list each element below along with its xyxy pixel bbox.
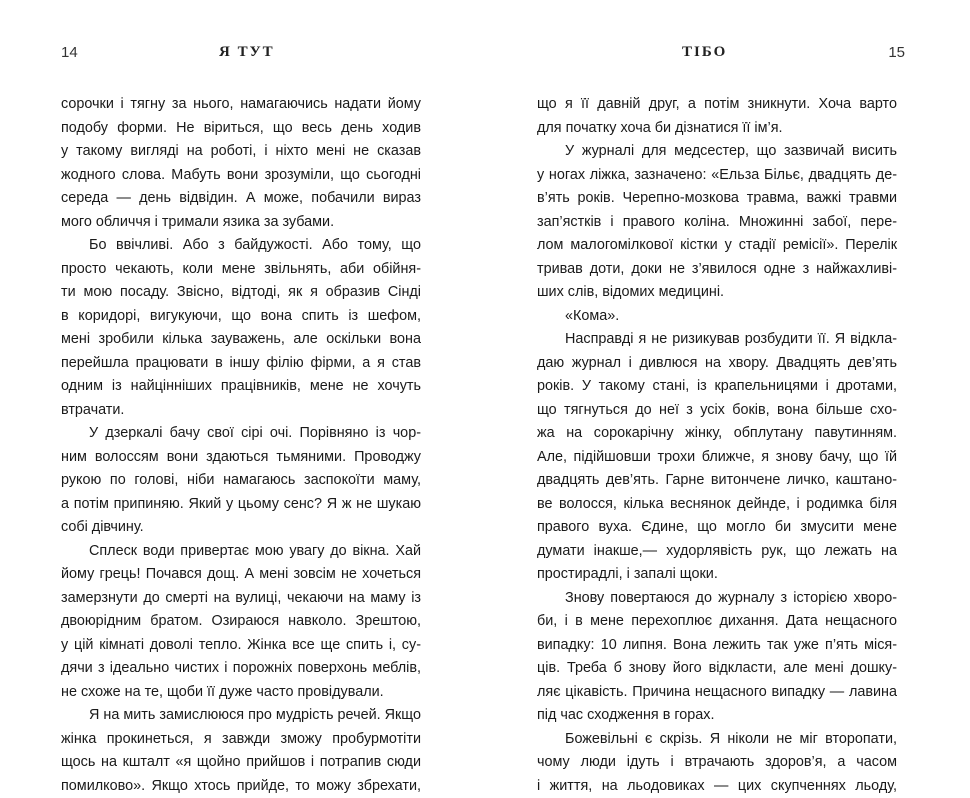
page-body-text (61, 93, 421, 798)
text-line: для початку хоча би дізнатися її ім’я. (537, 117, 897, 141)
text-line: чому люди ідуть і втрачають здоров’я, а часом (537, 751, 897, 775)
text-line: років. У такому стані, із крапельницями і дротами, (537, 375, 897, 399)
text-line: Я на мить замислююся про мудрість речей. Якщо (61, 704, 421, 728)
right-page (485, 0, 970, 746)
text-line: одним із найцінніших працівників, мене не хочуть (61, 375, 421, 399)
text-line: щось на кшталт «я щойно прийшов і потрапив сюди (61, 751, 421, 775)
text-line: а потім припиняю. Який у цьому сенс? Я ж не шукаю (61, 493, 421, 517)
text-line: в коридорі, вигукуючи, що вона спить із шефом, (61, 305, 421, 329)
text-line: середа — день відвідин. А може, побачили вираз (61, 187, 421, 211)
text-line: дячи з ідеально чистих і порожніх поверхонь меблів, (61, 657, 421, 681)
page-number: 15 (888, 44, 905, 61)
text-line: Бо ввічливі. Або з байдужості. Або тому, що (61, 234, 421, 258)
text-line: сорочки і тягну за нього, намагаючись надати йому (61, 93, 421, 117)
running-title: ТІБО (682, 44, 727, 61)
text-line: Божевільні є скрізь. Я ніколи не міг второпати, (537, 728, 897, 752)
text-line: що я її давній друг, а потім зникнути. Хоча варто (537, 93, 897, 117)
text-line: двадцять дев’ять. Гарне витончене личко, каштано- (537, 469, 897, 493)
text-line: ве волосся, кілька веснянок дейнде, і родимка біля (537, 493, 897, 517)
text-line: лом малогомілкової кістки у стадії ремісії». Перелік (537, 234, 897, 258)
text-line: помилково». Якщо хтось прийде, то можу збрехати, (61, 775, 421, 798)
text-line: би, і в мене перехоплює дихання. Дата нещасного (537, 610, 897, 634)
text-line: ців. Треба б знову його відкласти, але мені дошку- (537, 657, 897, 681)
text-line: У журналі для медсестер, що зазвичай висить (537, 140, 897, 164)
text-line: у цій кімнаті доволі тепло. Жінка все ще спить і, су- (61, 634, 421, 658)
text-line: мені зробили кілька зауважень, але оскільки вона (61, 328, 421, 352)
text-line: перейшла працювати в іншу філію фірми, а я став (61, 352, 421, 376)
text-line: у такому вигляді на роботі, і ніхто мені не сказав (61, 140, 421, 164)
text-line: у ногах ліжка, зазначено: «Ельза Більє, двадцять де- (537, 164, 897, 188)
text-line: простирадлі, і запалі щоки. (537, 563, 897, 587)
text-line: Знову повертаюся до журналу з історією хворо- (537, 587, 897, 611)
text-line: жінка прокинеться, я завжди зможу пробурмотіти (61, 728, 421, 752)
text-line: просто чекають, коли мене звільнять, аби обійня- (61, 258, 421, 282)
text-line: втрачати. (61, 399, 421, 423)
text-line: зап’ястків і правого коліна. Множинні забої, пере- (537, 211, 897, 235)
text-line: замерзнути до смерті на вулиці, чекаючи на маму із (61, 587, 421, 611)
text-line: випадку: 10 липня. Вона лежить так уже п’ять міся- (537, 634, 897, 658)
page-body-text (537, 93, 897, 798)
text-line: тривав доти, доки не з’явилося одне з найжахливі- (537, 258, 897, 282)
text-line: собі дівчину. (61, 516, 421, 540)
text-line: рукою по голові, ніби намагаюсь заспокоїти маму, (61, 469, 421, 493)
right-page-header (485, 44, 970, 64)
text-line: подобу форми. Не віриться, що весь день ходив (61, 117, 421, 141)
text-line: ших слів, відомих медицині. (537, 281, 897, 305)
text-line: правого вуха. Єдине, що могло би змусити мене (537, 516, 897, 540)
text-line: ти мою посаду. Звісно, відтоді, як я образив Сінді (61, 281, 421, 305)
text-line: Насправді я не ризикував розбудити її. Я відкла- (537, 328, 897, 352)
text-line: жодного слова. Мабуть вони зрозуміли, що сьогодні (61, 164, 421, 188)
running-title: Я ТУТ (219, 44, 275, 61)
text-line: даю журнал і дивлюся на хвору. Двадцять дев’ять (537, 352, 897, 376)
text-line: що тягнуться до неї з усіх боків, вона більше схо- (537, 399, 897, 423)
text-line: Але, підійшовши трохи ближче, я знову бачу, що їй (537, 446, 897, 470)
text-line: і життя, на льодовиках — цих скупченнях льоду, (537, 775, 897, 798)
text-line: Сплеск води привертає мою увагу до вікна. Хай (61, 540, 421, 564)
text-line: під час сходження в горах. (537, 704, 897, 728)
text-line: мого обличчя і тримали язика за зубами. (61, 211, 421, 235)
left-page (0, 0, 485, 746)
text-line: У дзеркалі бачу свої сірі очі. Порівняно із чор- (61, 422, 421, 446)
text-line: в’ять років. Черепно-мозкова травма, важкі травми (537, 187, 897, 211)
text-line: двоюрідним братом. Озираюся навколо. Зрештою, (61, 610, 421, 634)
left-page-header (0, 44, 485, 64)
text-line: «Кома». (537, 305, 897, 329)
text-line: думати інакше,— худорлявість рук, що лежать на (537, 540, 897, 564)
page-number: 14 (61, 44, 78, 61)
text-line: жа на сорокарічну жінку, обплутану павутинням. (537, 422, 897, 446)
text-line: ляє цікавість. Причина нещасного випадку — лавина (537, 681, 897, 705)
text-line: не схоже на те, щоби її дуже часто провідували. (61, 681, 421, 705)
text-line: йому грець! Почався дощ. А мені зовсім не хочеться (61, 563, 421, 587)
text-line: ним волоссям вони здаються тьмяними. Проводжу (61, 446, 421, 470)
